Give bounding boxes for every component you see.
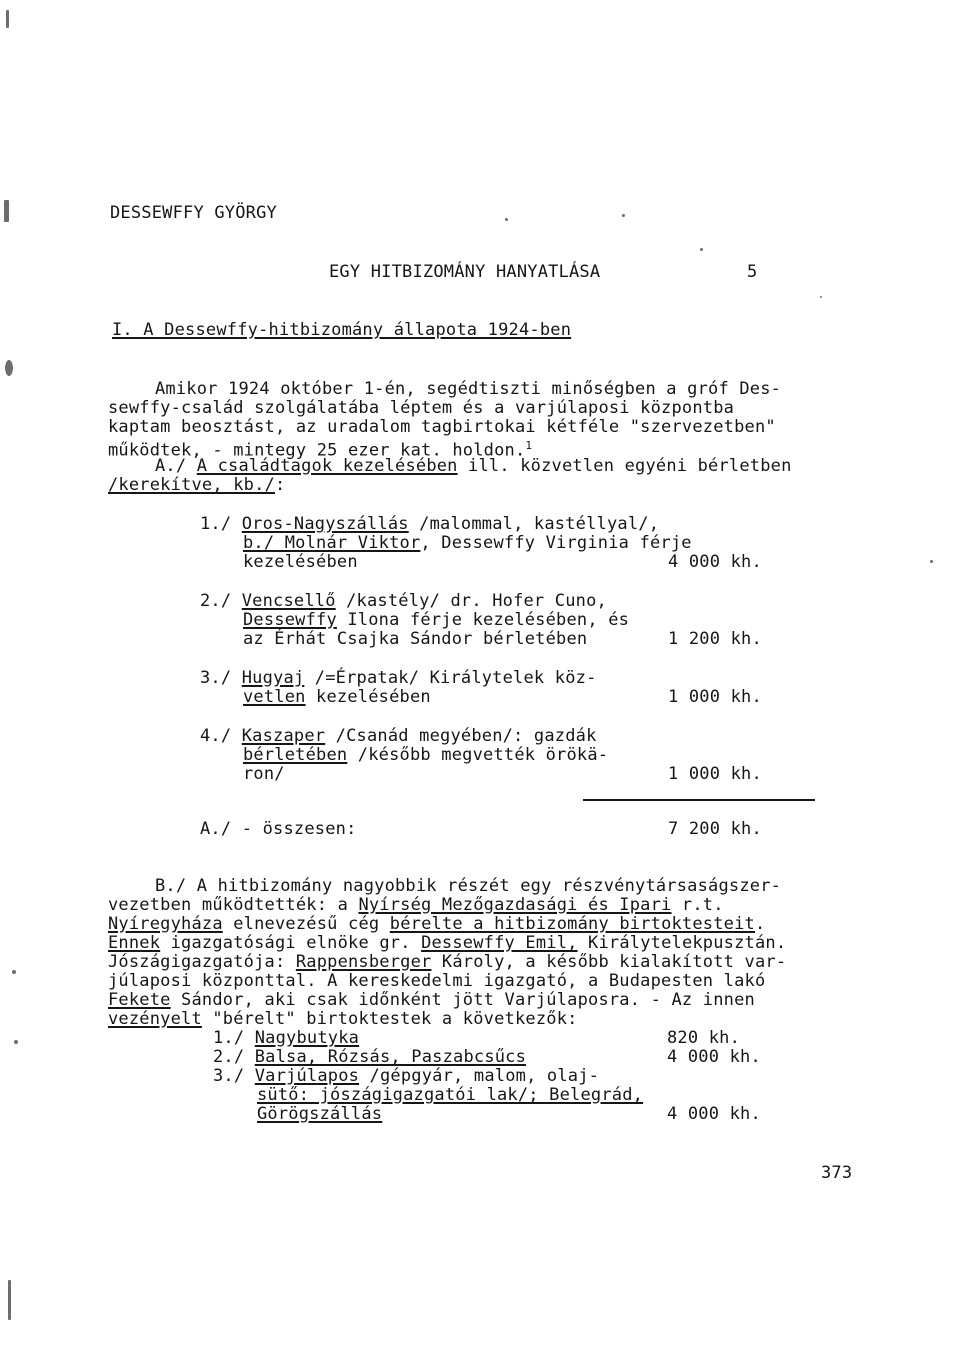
- section-a-label: A./: [155, 456, 187, 476]
- b-item-2: [213, 1047, 526, 1067]
- b-line-7-b: Sándor, aki csak időnként jött Varjúlaposra. - Az innen: [170, 990, 755, 1010]
- b-line-3-b: .: [755, 914, 766, 934]
- scan-speck: [12, 970, 16, 974]
- a-item-3-area: 1 000 kh.: [668, 687, 762, 707]
- a-item-3-desc-2: kezelésében: [305, 687, 431, 707]
- b-item-2-area: 4 000 kh.: [667, 1047, 761, 1067]
- a-item-1-area: 4 000 kh.: [668, 552, 762, 572]
- a-item-1-line-3: kezelésében: [243, 552, 358, 572]
- section-a-subheading: [108, 475, 285, 495]
- a-item-1-desc-2: , Dessewffy Virginia férje: [420, 533, 692, 553]
- b-item-2-num: 2./: [213, 1047, 245, 1067]
- scan-speck: [820, 296, 822, 298]
- b-line-8: [108, 1009, 578, 1029]
- b-line-3-a: elnevezésű cég: [222, 914, 390, 934]
- a-item-2-num: 2./: [200, 591, 232, 611]
- b-item-1-name: Nagybutyka: [254, 1028, 360, 1048]
- sum-rule: [583, 799, 815, 801]
- a-item-3-name: Hugyaj: [241, 668, 305, 688]
- a-item-2-line-1: [200, 591, 607, 611]
- a-item-4-name: Kaszaper: [241, 726, 326, 746]
- b-line-1: B./ A hitbizomány nagyobbik részét egy részvénytársaságszer-: [155, 876, 782, 896]
- company-name: Nyírség Mezőgazdasági és Ipari: [358, 895, 672, 915]
- scan-speck: [930, 560, 933, 563]
- b-line-7: [108, 990, 755, 1010]
- b-line-6: júlaposi központtal. A kereskedelmi igazgató, a Budapesten lakó: [108, 971, 766, 991]
- a-item-3-num: 3./: [200, 668, 232, 688]
- b-line-8-b: "bérelt" birtoktestek a következők:: [201, 1009, 578, 1029]
- scan-speck: [14, 1040, 18, 1044]
- b-item-1-area: 820 kh.: [667, 1028, 741, 1048]
- b-line-5: [108, 952, 786, 972]
- page-number: 373: [821, 1163, 853, 1183]
- b-line-3: [108, 914, 765, 934]
- section-a-colon: :: [274, 475, 286, 495]
- a-total-label: A./ - összesen:: [200, 819, 357, 839]
- marginal-number: 5: [747, 262, 758, 282]
- b-item-2-name: Balsa, Rózsás, Paszabcsűcs: [254, 1047, 527, 1067]
- intro-line-4-text: működtek, - mintegy 25 ezer kat. holdon.: [108, 440, 526, 461]
- b-item-3-name: Varjúlapos: [254, 1066, 360, 1086]
- b-line-4-b: Királytelekpusztán.: [577, 933, 787, 953]
- author-name: DESSEWFFY GYÖRGY: [110, 203, 277, 223]
- a-item-3-desc: /=Érpatak/ Királytelek köz-: [304, 668, 597, 688]
- a-item-3-line-2: [243, 687, 431, 707]
- a-item-4-area: 1 000 kh.: [668, 764, 762, 784]
- a-item-2-line-3: az Érhát Csajka Sándor bérletében: [243, 629, 588, 649]
- a-total-value: 7 200 kh.: [668, 819, 762, 839]
- b-line-4-u1: Ennek: [108, 933, 161, 953]
- intro-line-1: Amikor 1924 október 1-én, segédtiszti minőségben a gróf Des-: [155, 379, 782, 399]
- b-item-1: [213, 1028, 359, 1048]
- a-item-4-line-1: [200, 726, 597, 746]
- scan-speck: [8, 1280, 11, 1320]
- section-a-rounded-note: /kerekítve, kb./: [108, 475, 275, 495]
- b-item-3-desc: /gépgyár, malom, olaj-: [359, 1066, 600, 1086]
- b-item-3-line-3: Görögszállás: [257, 1104, 383, 1124]
- b-line-2: [108, 895, 724, 915]
- director-name: Rappensberger: [295, 952, 432, 972]
- a-item-1-line-2: [243, 533, 692, 553]
- a-item-1-name: Oros-Nagyszállás: [241, 514, 409, 534]
- b-line-4: [108, 933, 786, 953]
- scan-speck: [6, 10, 9, 28]
- a-item-2-line-2: [243, 610, 629, 630]
- scan-speck: [622, 214, 625, 217]
- a-item-1-num: 1./: [200, 514, 232, 534]
- section-a-heading: [155, 456, 792, 476]
- chapter-heading: I. A Dessewffy-hitbizomány állapota 1924-ben: [112, 320, 572, 340]
- b-item-3-line-2: sütő: jószágigazgatói lak/; Belegrád,: [257, 1085, 644, 1105]
- a-item-2-area: 1 200 kh.: [668, 629, 762, 649]
- section-a-title: A családtagok kezelésében: [196, 456, 458, 476]
- b-line-2-b: r.t.: [671, 895, 724, 915]
- a-item-2-desc: /kastély/ dr. Hofer Cuno,: [335, 591, 607, 611]
- chairman-name: Dessewffy Emil,: [421, 933, 578, 953]
- scan-speck: [5, 360, 13, 376]
- commercial-director-name: Fekete: [108, 990, 171, 1010]
- a-item-2-desc-2: Ilona férje kezelésében, és: [336, 610, 630, 630]
- a-item-3-line-1: [200, 668, 597, 688]
- a-item-4-desc-2: /később megvették örökä-: [347, 745, 609, 765]
- b-item-1-num: 1./: [213, 1028, 245, 1048]
- a-item-4-desc: /Csanád megyében/: gazdák: [325, 726, 597, 746]
- a-item-2-name-2: Dessewffy: [243, 610, 337, 630]
- a-item-4-num: 4./: [200, 726, 232, 746]
- a-item-1-line-1: [200, 514, 659, 534]
- a-item-4-word: bérletében: [243, 745, 348, 765]
- a-item-1-desc: /malommal, kastéllyal/,: [408, 514, 660, 534]
- b-item-3-area: 4 000 kh.: [667, 1104, 761, 1124]
- scan-speck: [700, 248, 703, 251]
- city-name: Nyíregyháza: [108, 914, 223, 934]
- a-item-4-line-2: [243, 745, 608, 765]
- b-line-2-a: vezetben működtették: a: [108, 895, 359, 915]
- section-a-title-rest: ill. közvetlen egyéni bérletben: [457, 456, 792, 476]
- b-line-8-u: vezényelt: [108, 1009, 202, 1029]
- b-line-4-a: igazgatósági elnöke gr.: [160, 933, 422, 953]
- document-title: EGY HITBIZOMÁNY HANYATLÁSA: [329, 262, 601, 282]
- b-line-3-underlined: bérelte a hitbizomány birtoktesteit: [389, 914, 755, 934]
- scan-speck: [505, 218, 508, 221]
- intro-line-3: kaptam beosztást, az uradalom tagbirtokai kétféle "szervezetben": [108, 417, 776, 437]
- intro-line-2: sewffy-család szolgálatába léptem és a varjúlaposi központba: [108, 398, 735, 418]
- a-item-3-word: vetlen: [243, 687, 306, 707]
- a-item-4-line-3: ron/: [243, 764, 285, 784]
- b-line-5-b: Károly, a később kialakított var-: [431, 952, 787, 972]
- b-item-3-num: 3./: [213, 1066, 245, 1086]
- scan-speck: [4, 200, 9, 222]
- footnote-mark: 1: [525, 439, 533, 452]
- a-item-2-name: Vencsellő: [241, 591, 336, 611]
- b-line-5-a: Jószágigazgatója:: [108, 952, 296, 972]
- b-item-3: [213, 1066, 599, 1086]
- a-item-1-sub: b./ Molnár Viktor: [243, 533, 421, 553]
